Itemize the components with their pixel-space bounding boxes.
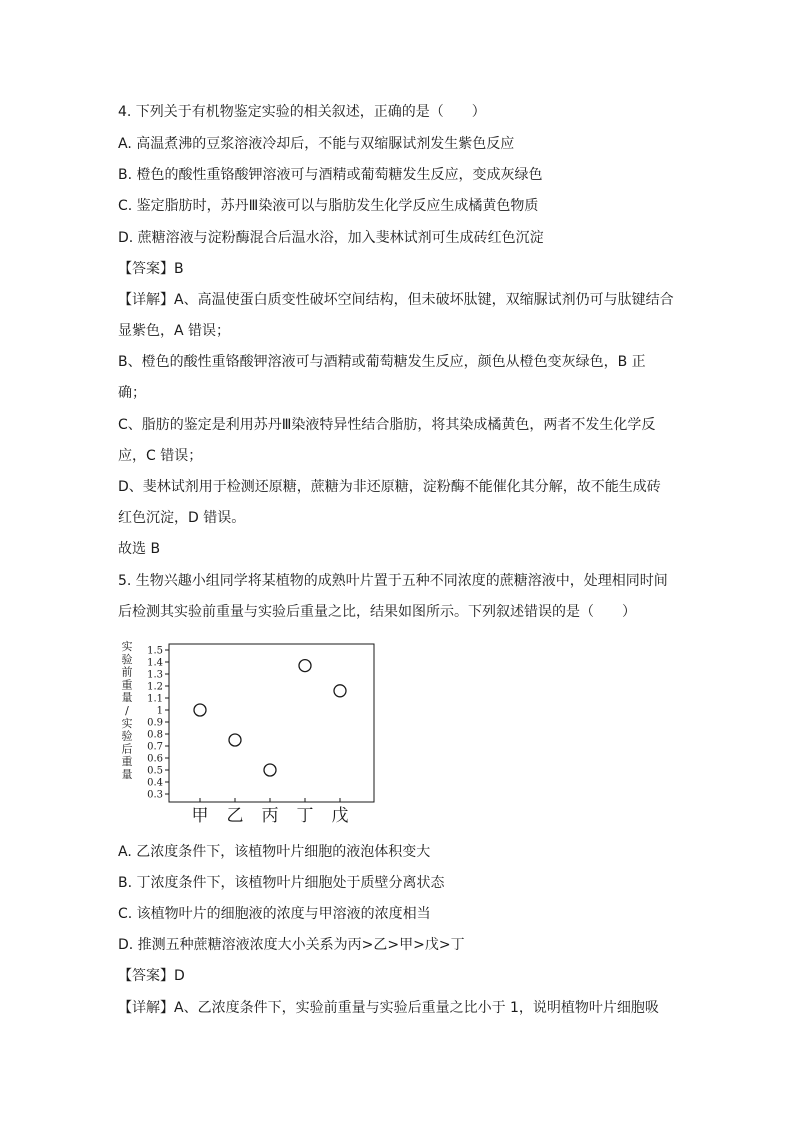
q4-explain-line: 确； xyxy=(118,385,146,401)
data-point xyxy=(264,764,276,776)
y-tick-label: 1.4 xyxy=(147,657,163,669)
x-tick-label: 戊 xyxy=(331,806,349,826)
y-axis-label-char: 验 xyxy=(121,652,133,666)
q4-explain-line: 【详解】A、高温使蛋白质变性破坏空间结构，但未破坏肽键，双缩脲试剂仍可与肽键结合 xyxy=(118,292,674,308)
q5-option-b: B. 丁浓度条件下，该植物叶片细胞处于质壁分离状态 xyxy=(118,875,445,891)
y-axis-label-char: 重 xyxy=(121,678,133,692)
data-point xyxy=(299,660,311,672)
q5-stem-line: 5. 生物兴趣小组同学将某植物的成熟叶片置于五种不同浓度的蔗糖溶液中，处理相同时间 xyxy=(118,573,668,589)
y-tick-label: 1.2 xyxy=(147,681,163,693)
y-tick-label: 0.5 xyxy=(147,765,163,777)
y-axis-label-char: 量 xyxy=(121,768,133,781)
y-axis-ticks xyxy=(147,646,169,801)
y-tick-label: 1 xyxy=(156,705,163,717)
y-axis-label-char: 量 xyxy=(121,691,133,705)
x-tick-label: 丙 xyxy=(261,806,279,826)
q5-stem-line: 后检测其实验前重量与实验后重量之比，结果如图所示。下列叙述错误的是（ ） xyxy=(118,604,636,620)
q4-option-a: A. 高温煮沸的豆浆溶液冷却后，不能与双缩脲试剂发生紫色反应 xyxy=(118,136,515,152)
q5-answer: 【答案】D xyxy=(118,968,185,984)
y-tick-label: 1.5 xyxy=(147,645,163,657)
y-tick-label: 1.1 xyxy=(147,693,163,705)
plot-frame xyxy=(169,644,374,802)
y-tick-label: 0.3 xyxy=(147,789,163,801)
q4-conclusion: 故选 B xyxy=(118,541,161,557)
x-tick-label: 乙 xyxy=(226,806,244,826)
data-point xyxy=(334,685,346,697)
q4-option-d: D. 蔗糖溶液与淀粉酶混合后温水浴，加入斐林试剂可生成砖红色沉淀 xyxy=(118,230,544,246)
y-axis-label-char: 重 xyxy=(121,755,133,769)
y-tick-label: 0.6 xyxy=(147,753,163,765)
y-axis-label xyxy=(122,640,133,781)
y-axis-label-char: 验 xyxy=(121,729,133,743)
q5-option-a: A. 乙浓度条件下，该植物叶片细胞的液泡体积变大 xyxy=(118,844,431,860)
y-axis-label-char: 实 xyxy=(121,640,133,653)
q4-explain-line: B、橙色的酸性重铬酸钾溶液可与酒精或葡萄糖发生反应，颜色从橙色变灰绿色，B 正 xyxy=(118,354,646,370)
q4-explain-line: 应，C 错误； xyxy=(118,448,203,464)
y-tick-label: 1.3 xyxy=(147,669,163,681)
q4-explain-line: D、斐林试剂用于检测还原糖，蔗糖为非还原糖，淀粉酶不能催化其分解，故不能生成砖 xyxy=(118,479,661,495)
y-axis-label-char: 实 xyxy=(121,716,133,730)
data-points xyxy=(194,660,346,776)
q5-explain-line: 【详解】A、乙浓度条件下，实验前重量与实验后重量之比小于 1，说明植物叶片细胞吸 xyxy=(118,1000,659,1016)
y-tick-label: 0.4 xyxy=(147,777,163,789)
chart-svg xyxy=(114,632,384,828)
y-tick-label: 0.8 xyxy=(147,729,163,741)
y-axis-label-char: 后 xyxy=(121,742,133,756)
ratio-scatter-chart xyxy=(114,632,384,828)
q5-option-d: D. 推测五种蔗糖溶液浓度大小关系为丙>乙>甲>戊>丁 xyxy=(118,937,465,953)
q4-explain-line: 显紫色，A 错误； xyxy=(118,323,231,339)
data-point xyxy=(194,704,206,716)
x-tick-label: 甲 xyxy=(191,806,209,826)
q4-option-c: C. 鉴定脂肪时，苏丹Ⅲ染液可以与脂肪发生化学反应生成橘黄色物质 xyxy=(118,198,539,214)
q4-stem: 4. 下列关于有机物鉴定实验的相关叙述，正确的是（ ） xyxy=(118,104,486,120)
y-axis-label-char: 前 xyxy=(121,665,133,679)
q4-answer: 【答案】B xyxy=(118,261,184,277)
q4-explain-line: 红色沉淀，D 错误。 xyxy=(118,510,246,526)
y-tick-label: 0.9 xyxy=(147,717,163,729)
q4-explain-line: C、脂肪的鉴定是利用苏丹Ⅲ染液特异性结合脂肪，将其染成橘黄色，两者不发生化学反 xyxy=(118,417,656,433)
y-tick-label: 0.7 xyxy=(147,741,163,753)
data-point xyxy=(229,734,241,746)
q4-option-b: B. 橙色的酸性重铬酸钾溶液可与酒精或葡萄糖发生反应，变成灰绿色 xyxy=(118,167,543,183)
x-tick-label: 丁 xyxy=(296,806,314,826)
q5-option-c: C. 该植物叶片的细胞液的浓度与甲溶液的浓度相当 xyxy=(118,906,431,922)
y-axis-label-char: / xyxy=(125,704,129,717)
